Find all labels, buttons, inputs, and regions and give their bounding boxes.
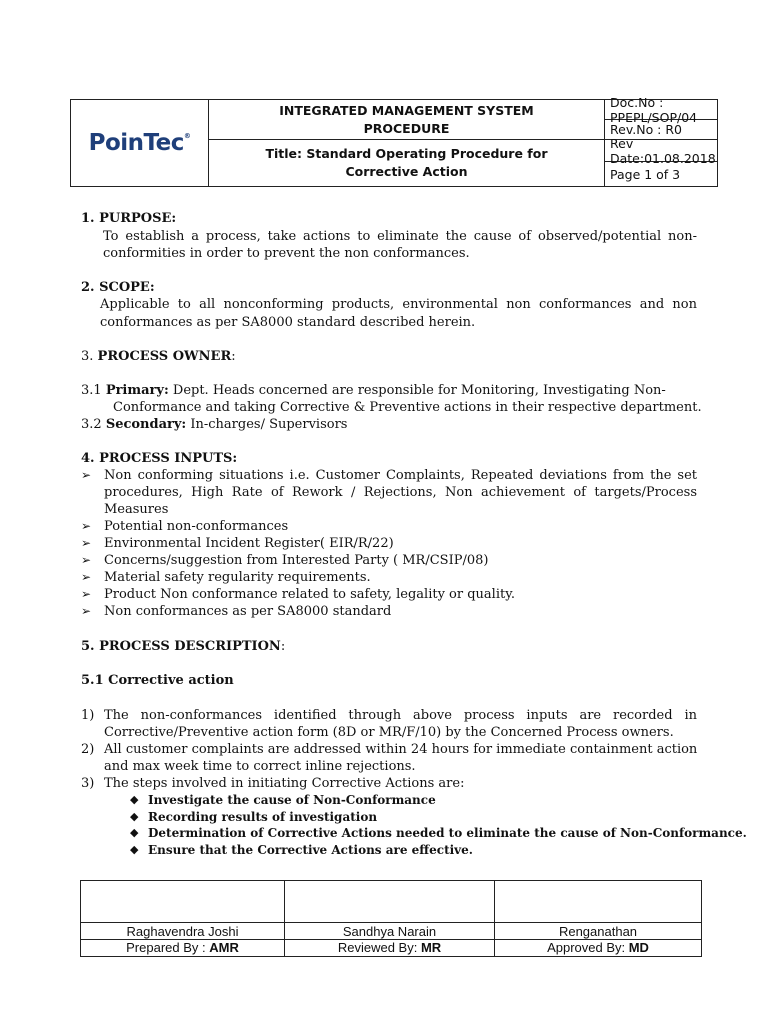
approved-by-name: Renganathan <box>495 923 701 940</box>
diamond-bullet-icon: ◆ <box>130 810 139 823</box>
reviewed-column <box>285 881 495 956</box>
process-inputs-heading: 4. PROCESS INPUTS: <box>81 451 238 466</box>
primary-text: Dept. Heads concerned are responsible for Monitoring, Investigating Non- <box>168 383 666 398</box>
pointec-logo <box>89 130 191 156</box>
input-item-2: Potential non-conformances <box>104 519 289 534</box>
primary-number: 3.1 <box>81 383 106 398</box>
system-line-2: PROCEDURE <box>363 120 450 136</box>
system-name <box>209 100 604 140</box>
reviewed-by-role-code: MR <box>420 940 442 955</box>
title-line-1: Title: Standard Operating Procedure for <box>265 146 548 161</box>
diamond-bullet-icon: ◆ <box>130 843 139 856</box>
input-item-3: Environmental Incident Register( EIR/R/22) <box>104 536 394 551</box>
input-item-6: Product Non conformance related to safety, legality or quality. <box>104 587 515 602</box>
input-item-7: Non conformances as per SA8000 standard <box>104 604 392 619</box>
sub-step-3: Determination of Corrective Actions needed to eliminate the cause of Non-Conformance. <box>148 826 747 840</box>
logo-cell <box>71 100 209 186</box>
step-2-line-1: All customer complaints are addressed within 24 hours for immediate containment action <box>104 742 698 757</box>
prepared-by-role <box>81 940 284 957</box>
process-owner-colon: : <box>231 349 236 364</box>
scope-line-1: Applicable to all nonconforming products, environmental non conformances and non <box>100 297 697 312</box>
arrow-bullet-icon: ➢ <box>81 536 92 550</box>
purpose-heading: 1. PURPOSE: <box>81 211 177 226</box>
purpose-line-2: conformities in order to prevent the non conformances. <box>103 246 470 261</box>
doc-number: Doc.No : PPEPL/SOP/04 <box>605 100 717 120</box>
document-header-table <box>70 94 718 187</box>
arrow-bullet-icon: ➢ <box>81 519 92 533</box>
scope-heading: 2. SCOPE: <box>81 280 155 295</box>
secondary-number: 3.2 <box>81 417 106 432</box>
sub-step-1: Investigate the cause of Non-Conformance <box>148 793 436 807</box>
approved-by-label: Approved By: <box>547 940 629 955</box>
reviewed-by-name: Sandhya Narain <box>285 923 494 940</box>
arrow-bullet-icon: ➢ <box>81 553 92 567</box>
sub-step-2: Recording results of investigation <box>148 810 378 824</box>
step-2-number: 2) <box>81 742 95 757</box>
step-1-number: 1) <box>81 708 95 723</box>
document-title <box>209 140 604 186</box>
logo-text: PoinTec <box>88 130 184 156</box>
header-title-cell <box>209 100 605 186</box>
approved-by-role-code: MD <box>628 940 649 955</box>
input-item-1-line-1: Non conforming situations i.e. Customer Complaints, Repeated deviations from the set <box>104 468 697 483</box>
reviewed-by-label: Reviewed By: <box>337 940 421 955</box>
logo-registered-mark: ® <box>183 132 191 140</box>
process-owner-number: 3. <box>81 349 98 364</box>
prepared-by-label: Prepared By : <box>126 940 210 955</box>
arrow-bullet-icon: ➢ <box>81 570 92 584</box>
purpose-line-1: To establish a process, take actions to eliminate the cause of observed/potential non- <box>103 229 697 244</box>
page-number: Page 1 of 3 <box>610 166 681 182</box>
primary-label: Primary: <box>105 383 169 398</box>
diamond-bullet-icon: ◆ <box>130 793 139 806</box>
secondary-text: In-charges/ Supervisors <box>186 417 348 432</box>
arrow-bullet-icon: ➢ <box>81 604 92 618</box>
reviewed-by-role <box>285 940 494 957</box>
sub-step-4: Ensure that the Corrective Actions are effective. <box>148 843 473 857</box>
step-1-line-2: Corrective/Preventive action form (8D or MR/F/10) by the Concerned Process owners. <box>104 725 674 740</box>
prepared-by-name: Raghavendra Joshi <box>81 923 284 940</box>
process-owner-heading <box>81 348 236 365</box>
arrow-bullet-icon: ➢ <box>81 468 92 482</box>
step-1-line-1: The non-conformances identified through above process inputs are recorded in <box>104 708 697 723</box>
revision-date: Rev Date:01.08.2018 <box>605 140 717 162</box>
diamond-bullet-icon: ◆ <box>130 826 139 839</box>
prepared-by-role-code: AMR <box>209 940 239 955</box>
input-item-1-line-2: procedures, High Rate of Rework / Rejections, Non achievement of targets/Process <box>104 485 697 500</box>
approved-by-role <box>495 940 701 957</box>
primary-owner-line-2: Conformance and taking Corrective & Preventive actions in their respective department. <box>113 400 702 415</box>
title-line-2: Corrective Action <box>345 164 468 179</box>
step-2-line-2: and max week time to correct inline rejections. <box>104 759 416 774</box>
prepared-signature-area <box>81 881 284 923</box>
input-item-1-line-3: Measures <box>104 502 169 517</box>
document-meta-cell <box>605 94 717 186</box>
approved-column <box>495 881 701 956</box>
system-line-1: INTEGRATED MANAGEMENT SYSTEM <box>279 102 534 118</box>
step-3-line-1: The steps involved in initiating Corrective Actions are: <box>104 776 465 791</box>
secondary-label: Secondary: <box>105 417 187 432</box>
step-3-number: 3) <box>81 776 95 791</box>
process-description-heading <box>81 638 285 655</box>
input-item-4: Concerns/suggestion from Interested Party ( MR/CSIP/08) <box>104 553 489 568</box>
reviewed-signature-area <box>285 881 494 923</box>
scope-line-2: conformances as per SA8000 standard described herein. <box>100 315 476 330</box>
prepared-column <box>81 881 285 956</box>
signature-table <box>80 880 702 957</box>
arrow-bullet-icon: ➢ <box>81 587 92 601</box>
secondary-owner-line <box>81 416 347 433</box>
corrective-action-heading: 5.1 Corrective action <box>81 673 234 688</box>
process-description-colon: : <box>280 639 286 654</box>
process-owner-title: PROCESS OWNER <box>97 349 232 364</box>
revision-number: Rev.No : R0 <box>605 120 717 140</box>
approved-signature-area <box>495 881 701 923</box>
input-item-5: Material safety regularity requirements. <box>104 570 371 585</box>
process-description-title: 5. PROCESS DESCRIPTION <box>81 639 281 654</box>
primary-owner-line <box>81 382 666 399</box>
